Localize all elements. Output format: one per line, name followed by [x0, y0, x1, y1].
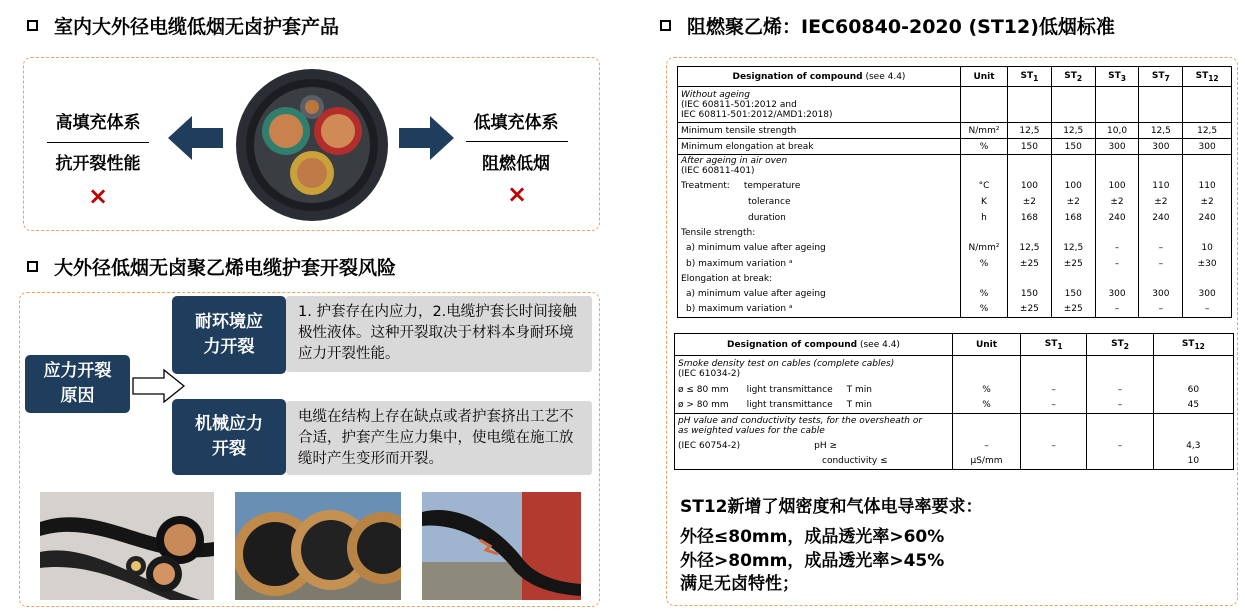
high-fill-label: 高填充体系 — [55, 113, 141, 133]
col-sub: 2 — [1076, 73, 1083, 83]
col-header: ST — [1181, 338, 1195, 349]
table-row — [675, 382, 1234, 398]
cell-text: Elongation at break: — [678, 272, 961, 286]
cell-text: ø > 80 mm — [678, 400, 729, 411]
cell-text: (IEC 60811-501:2012 and — [681, 99, 797, 110]
see-ref: (see 4.4) — [865, 71, 906, 82]
cell-value: 12,5 — [1008, 123, 1052, 139]
cell-text: as weighted values for the cable — [678, 425, 825, 436]
table-row — [678, 123, 1232, 139]
summary-line-2: 外径>80mm，成品透光率>45% — [680, 551, 945, 571]
cell-value: 10 — [1183, 240, 1232, 256]
unit-header: Unit — [975, 339, 998, 350]
table-header — [675, 334, 1234, 356]
cell-text: (IEC 60811-401) — [681, 166, 755, 177]
cell-value: ±2 — [1051, 194, 1095, 210]
section-heading-risk — [27, 253, 396, 280]
table-row — [678, 286, 1232, 302]
crack-resist-label: 抗开裂性能 — [55, 154, 141, 174]
summary-title: ST12新增了烟密度和气体电导率要求： — [680, 497, 983, 517]
cell-text: a) minimum value after ageing — [678, 286, 961, 302]
table-smoke — [674, 333, 1234, 470]
col-header: ST — [1020, 70, 1034, 81]
cell-value: ±2 — [1139, 194, 1183, 210]
table-row — [678, 194, 1232, 210]
section-heading-standard — [660, 12, 1115, 39]
cell-value: – — [1021, 438, 1087, 454]
cell-text: light transmittance — [746, 384, 833, 395]
heading-text: 大外径低烟无卤聚乙烯电缆护套开裂风险 — [54, 257, 397, 279]
table-row — [675, 438, 1234, 454]
cell-value: 100 — [1051, 178, 1095, 194]
col-sub: 2 — [1123, 341, 1129, 351]
cell-value — [1087, 454, 1153, 470]
cell-value: – — [1021, 398, 1087, 414]
cell-text: Minimum tensile strength — [678, 123, 961, 139]
col-sub: 1 — [1057, 341, 1063, 351]
heading-text: 室内大外径电缆低烟无卤护套产品 — [54, 16, 340, 38]
cell-text: Without ageing — [681, 89, 750, 100]
cell-value: 10,0 — [1095, 123, 1139, 139]
cell-value: 240 — [1139, 210, 1183, 226]
mech-stress-description: 电缆在结构上存在缺点或者护套挤出工艺不合适，护套产生应力集中，使电缆在施工放缆时产生变形而开裂。 — [286, 401, 592, 475]
cause-box: 应力开裂 原因 — [25, 355, 130, 413]
table-row — [678, 87, 1232, 123]
cell-value: 150 — [1008, 286, 1052, 302]
cell-text: After ageing in air oven — [681, 156, 788, 167]
table-row — [678, 178, 1232, 194]
cell-text: tolerance — [678, 194, 961, 210]
square-bullet-icon — [660, 20, 671, 31]
designation-label: Designation of compound — [727, 339, 858, 350]
cables-photo-1 — [40, 492, 214, 600]
square-bullet-icon — [27, 261, 38, 272]
cell-value: ±2 — [1008, 194, 1052, 210]
cell-value: 100 — [1008, 178, 1052, 194]
table-row — [678, 210, 1232, 226]
cell-text: conductivity ≤ — [675, 454, 953, 470]
cell-text: temperature — [743, 180, 801, 191]
table-row — [675, 414, 1234, 438]
cell-text: (IEC 60754-2) — [678, 440, 741, 451]
section-heading-indoor — [27, 12, 339, 39]
table-row — [675, 454, 1234, 470]
designation-label: Designation of compound — [732, 71, 863, 82]
cell-text: duration — [678, 210, 961, 226]
cell-value: – — [1087, 398, 1153, 414]
env-stress-box: 耐环境应 力开裂 — [172, 296, 286, 374]
low-fill-label: 低填充体系 — [473, 113, 559, 133]
table-row — [678, 139, 1232, 155]
cell-value: 4,3 — [1153, 438, 1233, 454]
cell-text: % — [953, 382, 1021, 398]
cell-value: – — [1087, 438, 1153, 454]
cell-text: Smoke density test on cables (complete cables) — [678, 358, 895, 369]
cell-value: 12,5 — [1139, 123, 1183, 139]
flame-smoke-label: 阻燃低烟 — [482, 154, 550, 174]
cell-text: light transmittance — [746, 400, 833, 411]
col-sub: 1 — [1033, 73, 1039, 83]
cell-text: b) maximum variation ᵃ — [678, 302, 961, 318]
cell-text: N/mm² — [961, 123, 1008, 139]
cross-mark-left: × — [87, 182, 109, 210]
cell-value: 240 — [1095, 210, 1139, 226]
cable-reels-photo — [235, 492, 401, 600]
table-row — [678, 240, 1232, 256]
cell-value: 12,5 — [1051, 240, 1095, 256]
cell-text: Minimum elongation at break — [678, 139, 961, 155]
arrow-left-icon — [168, 114, 224, 162]
cell-value: – — [1139, 302, 1183, 318]
table-row — [678, 272, 1232, 286]
cell-value: – — [1095, 256, 1139, 272]
cell-value: ±2 — [1183, 194, 1232, 210]
cell-text: pH ≥ — [814, 440, 838, 451]
cell-value: – — [1087, 382, 1153, 398]
cracked-cable-photo — [422, 492, 581, 600]
cell-value: ±25 — [1008, 302, 1052, 318]
cell-text: N/mm² — [961, 240, 1008, 256]
cell-text: – — [953, 438, 1021, 454]
cell-value: 12,5 — [1183, 123, 1232, 139]
cell-value: 300 — [1095, 286, 1139, 302]
table-row — [675, 398, 1234, 414]
cell-text: pH value and conductivity tests, for the oversheath or — [678, 415, 923, 426]
cell-value: – — [1139, 240, 1183, 256]
table-row — [678, 302, 1232, 318]
summary-line-3: 满足无卤特性； — [680, 574, 799, 594]
cell-value: – — [1183, 302, 1232, 318]
cell-value: 300 — [1183, 139, 1232, 155]
cell-value: – — [1095, 302, 1139, 318]
cell-text: (IEC 61034-2) — [678, 368, 741, 379]
table-mechanical — [677, 66, 1232, 318]
cell-text: % — [961, 139, 1008, 155]
cell-text: Tensile strength: — [678, 226, 961, 240]
cell-text: T min — [846, 384, 872, 395]
cell-value: 240 — [1183, 210, 1232, 226]
col-sub: 7 — [1164, 73, 1170, 83]
cell-value — [1021, 454, 1087, 470]
table-header — [678, 67, 1232, 87]
col-header: ST — [1044, 338, 1058, 349]
cell-value: 300 — [1183, 286, 1232, 302]
cell-value: 300 — [1139, 139, 1183, 155]
cell-value: 150 — [1051, 286, 1095, 302]
col-header: ST — [1195, 70, 1209, 81]
cell-value: 150 — [1008, 139, 1052, 155]
cell-value: 150 — [1051, 139, 1095, 155]
cell-value: 168 — [1008, 210, 1052, 226]
cell-text: IEC 60811-501:2012/AMD1:2018) — [681, 109, 833, 120]
col-header: ST — [1064, 70, 1077, 81]
see-ref: (see 4.4) — [859, 339, 900, 350]
cell-text: % — [961, 302, 1008, 318]
unit-header: Unit — [973, 71, 995, 82]
cell-value: – — [1095, 240, 1139, 256]
col-header: ST — [1151, 70, 1165, 81]
summary-line-1: 外径≤80mm，成品透光率>60% — [680, 527, 945, 547]
cell-text: % — [953, 398, 1021, 414]
cell-text: h — [961, 210, 1008, 226]
cell-value: 45 — [1153, 398, 1233, 414]
cell-text: T min — [846, 400, 872, 411]
table-row — [675, 356, 1234, 382]
cell-value: ±30 — [1183, 256, 1232, 272]
table-row — [678, 226, 1232, 240]
col-sub: 12 — [1208, 73, 1219, 83]
col-sub: 3 — [1120, 73, 1126, 83]
cell-text: b) maximum variation ᵃ — [678, 256, 961, 272]
cable-cross-section-image — [234, 67, 390, 223]
cell-value: – — [1021, 382, 1087, 398]
col-sub: 12 — [1194, 341, 1205, 351]
arrow-right-icon — [399, 114, 455, 162]
cell-value: 12,5 — [1008, 240, 1052, 256]
table-row — [678, 256, 1232, 272]
table-row — [678, 155, 1232, 178]
cell-text: °C — [961, 178, 1008, 194]
cell-value: 300 — [1139, 286, 1183, 302]
cell-value: ±25 — [1008, 256, 1052, 272]
cell-text: μS/mm — [953, 454, 1021, 470]
cell-value: 110 — [1183, 178, 1232, 194]
cell-value: 10 — [1153, 454, 1233, 470]
square-bullet-icon — [27, 20, 38, 31]
heading-text: 阻燃聚乙烯：IEC60840-2020 (ST12)低烟标准 — [687, 16, 1115, 38]
cell-value: – — [1139, 256, 1183, 272]
cell-text: Treatment: — [681, 180, 730, 191]
col-header: ST — [1111, 338, 1124, 349]
cell-text: K — [961, 194, 1008, 210]
env-stress-description: 1. 护套存在内应力，2.电缆护套长时间接触极性液体。这种开裂取决于材料本身耐环境应力开裂性能。 — [286, 296, 592, 372]
cell-value: 110 — [1139, 178, 1183, 194]
cell-value: 168 — [1051, 210, 1095, 226]
mech-stress-box: 机械应力 开裂 — [172, 399, 286, 475]
cell-value: 60 — [1153, 382, 1233, 398]
col-header: ST — [1108, 70, 1121, 81]
cell-value: ±25 — [1051, 256, 1095, 272]
cell-text: ø ≤ 80 mm — [678, 384, 729, 395]
cell-text: % — [961, 256, 1008, 272]
cell-text: % — [961, 286, 1008, 302]
cell-value: 12,5 — [1051, 123, 1095, 139]
cell-value: 300 — [1095, 139, 1139, 155]
cell-value: 100 — [1095, 178, 1139, 194]
cross-mark-right: × — [506, 180, 528, 208]
divider — [466, 141, 568, 142]
cell-value: ±25 — [1051, 302, 1095, 318]
divider — [47, 142, 149, 143]
cell-value: ±2 — [1095, 194, 1139, 210]
cell-text: a) minimum value after ageing — [678, 240, 961, 256]
